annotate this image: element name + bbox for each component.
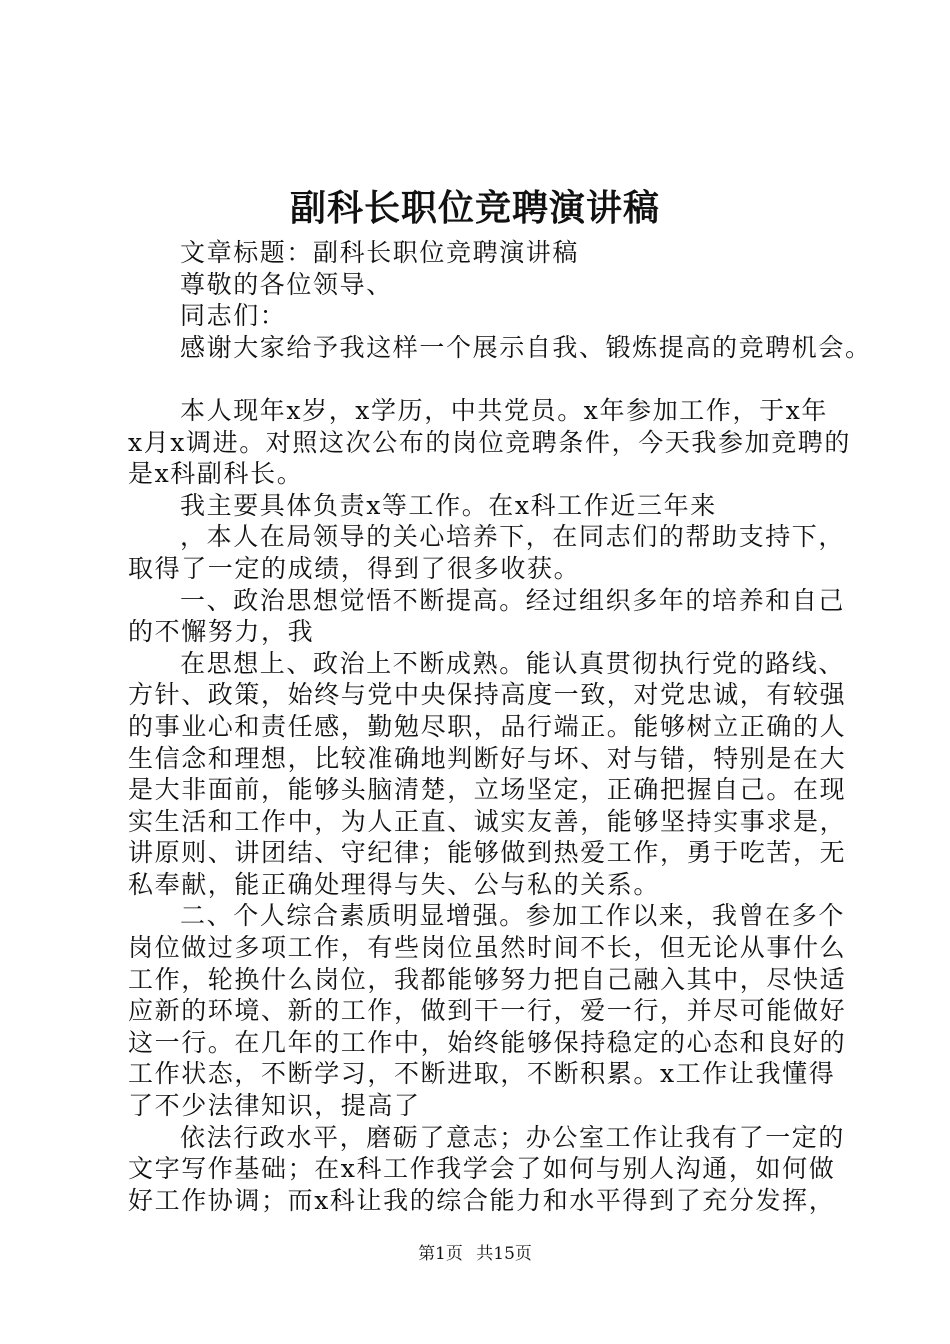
body-line: 好工作协调；而x科让我的综合能力和水平得到了充分发挥， xyxy=(128,1185,836,1215)
body-line: 是x科副科长。 xyxy=(128,459,304,489)
page-number: 第1页 xyxy=(418,1244,463,1264)
body-line: 文字写作基础；在x科工作我学会了如何与别人沟通，如何做 xyxy=(128,1154,836,1184)
body-line: 依法行政水平，磨砺了意志；办公室工作让我有了一定的 xyxy=(180,1122,846,1152)
body-line: 尊敬的各位领导、 xyxy=(180,269,393,299)
body-line: 本人现年x岁，x学历，中共党员。x年参加工作，于x年 xyxy=(180,395,828,425)
body-line: 的事业心和责任感，勤勉尽职，品行端正。能够树立正确的人 xyxy=(128,711,847,741)
document-title: 副科长职位竞聘演讲稿 xyxy=(289,187,660,229)
body-line: 文章标题：副科长职位竞聘演讲稿 xyxy=(180,238,580,267)
blank-line xyxy=(128,363,838,395)
body-line: 是大非面前，能够头脑清楚，立场坚定，正确把握自己。在现 xyxy=(128,775,847,805)
body-line: 讲原则、讲团结、守纪律；能够做到热爱工作，勇于吃苦，无 xyxy=(128,838,847,868)
body-line: 应新的环境、新的工作，做到干一行，爱一行，并尽可能做好 xyxy=(128,996,847,1026)
body-line: 取得了一定的成绩，得到了很多收获。 xyxy=(128,553,581,583)
body-line: 了不少法律知识，提高了 xyxy=(128,1091,421,1121)
body-line: 工作状态，不断学习，不断进取，不断积累。x工作让我懂得 xyxy=(128,1059,836,1089)
body-line: x月x调进。对照这次公布的岗位竞聘条件，今天我参加竞聘的 xyxy=(128,427,852,457)
body-line: ，本人在局领导的关心培养下，在同志们的帮助支持下， xyxy=(180,522,846,552)
body-line: 方针、政策，始终与党中央保持高度一致，对党忠诚，有较强 xyxy=(128,680,847,710)
page-total: 共15页 xyxy=(476,1244,532,1264)
document-body xyxy=(128,237,872,1216)
body-line: 工作，轮换什么岗位，我都能够努力把自己融入其中，尽快适 xyxy=(128,964,847,994)
page-footer xyxy=(0,1242,950,1266)
body-line: 二、个人综合素质明显增强。参加工作以来，我曾在多个 xyxy=(180,901,846,931)
body-line: 感谢大家给予我这样一个展示自我、锻炼提高的竞聘机会。 xyxy=(180,332,872,362)
body-line: 在思想上、政治上不断成熟。能认真贯彻执行党的路线、 xyxy=(180,648,846,678)
body-line: 一、政治思想觉悟不断提高。经过组织多年的培养和自己 xyxy=(180,585,846,615)
body-line: 生信念和理想，比较准确地判断好与坏、对与错，特别是在大 xyxy=(128,743,847,773)
body-line: 私奉献，能正确处理得与失、公与私的关系。 xyxy=(128,869,661,899)
body-line: 岗位做过多项工作，有些岗位虽然时间不长，但无论从事什么 xyxy=(128,933,847,963)
body-line: 实生活和工作中，为人正直、诚实友善，能够坚持实事求是， xyxy=(128,806,847,836)
body-line: 的不懈努力，我 xyxy=(128,617,315,647)
body-line: 这一行。在几年的工作中，始终能够保持稳定的心态和良好的 xyxy=(128,1027,847,1057)
body-line: 我主要具体负责x等工作。在x科工作近三年来 xyxy=(180,490,717,520)
body-line: 同志们： xyxy=(180,301,287,331)
